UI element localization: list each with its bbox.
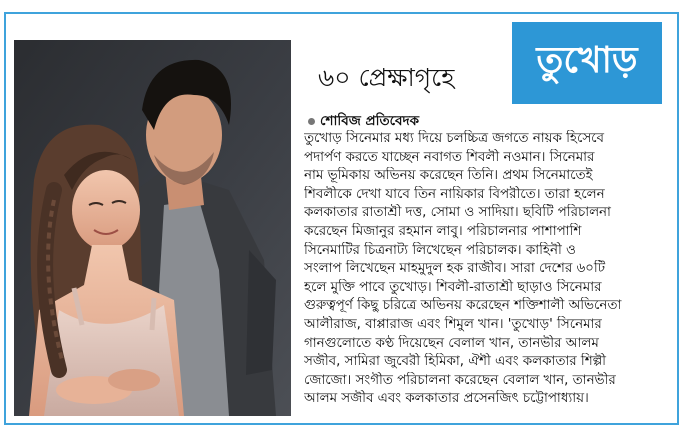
body-line: হলে মুক্তি পাবে তুখোড়। শিবলী-রাতাশ্রী ছাড়াও সিনেমার (304, 279, 602, 295)
body-line: পদার্পণ করতে যাচ্ছেন নবাগত শিবলী নওমান। সিনেমার (304, 149, 595, 165)
byline-text: শোবিজ প্রতিবেদক (320, 113, 420, 129)
article-body (304, 130, 670, 409)
bullet-icon (308, 118, 315, 125)
headline-lead: ৬০ প্রেক্ষাগৃহে (318, 63, 455, 92)
body-line: জোজো। সংগীত পরিচালনা করেছেন বেলাল খান, তানভীর (304, 372, 616, 388)
body-line: নাম ভূমিকায় অভিনয় করেছেন তিনি। প্রথম সিনেমাতেই (304, 168, 593, 184)
couple-photo (14, 40, 291, 416)
body-line: সজীব, সামিরা জুবেরী হিমিকা, ঐশী এবং কলকাতার শিল্পী (304, 354, 607, 370)
body-line: তুখোড় সিনেমার মধ্য দিয়ে চলচ্চিত্র জগতে নায়ক হিসেবে (304, 131, 605, 146)
body-line: কলকাতার রাতাশ্রী দত্ত, সোমা ও সাদিয়া। ছবিটি পরিচালনা (304, 205, 611, 221)
body-line: আলীরাজ, বাপ্পারাজ এবং শিমুল খান। 'তুখোড়' সিনেমার (304, 316, 602, 332)
body-line: গানগুলোতে কণ্ঠ দিয়েছেন বেলাল খান, তানভীর আলম (304, 335, 599, 351)
body-line: সংলাপ লিখেছেন মাহমুদুল হক রাজীব। সারা দেশের ৬০টি (304, 261, 605, 277)
body-line: গুরুত্বপূর্ণ কিছু চরিত্রে অভিনয় করেছেন শক্তিশালী অভিনেতা (304, 298, 622, 314)
headline (300, 22, 662, 104)
body-line: করেছেন মিজানুর রহমান লাবু। পরিচালনার পাশাপাশি (304, 223, 582, 239)
body-line: সিনেমাটির চিত্রনাট্য লিখেছেন পরিচালক। কাহিনী ও (304, 242, 576, 258)
body-line: শিবলীকে দেখা যাবে তিন নায়িকার বিপরীতে। তারা হলেন (304, 186, 605, 202)
headline-title: তুখোড় (512, 22, 662, 104)
body-line: আলম সজীব এবং কলকাতার প্রসেনজিৎ চট্টোপাধ্যায়। (304, 391, 589, 407)
